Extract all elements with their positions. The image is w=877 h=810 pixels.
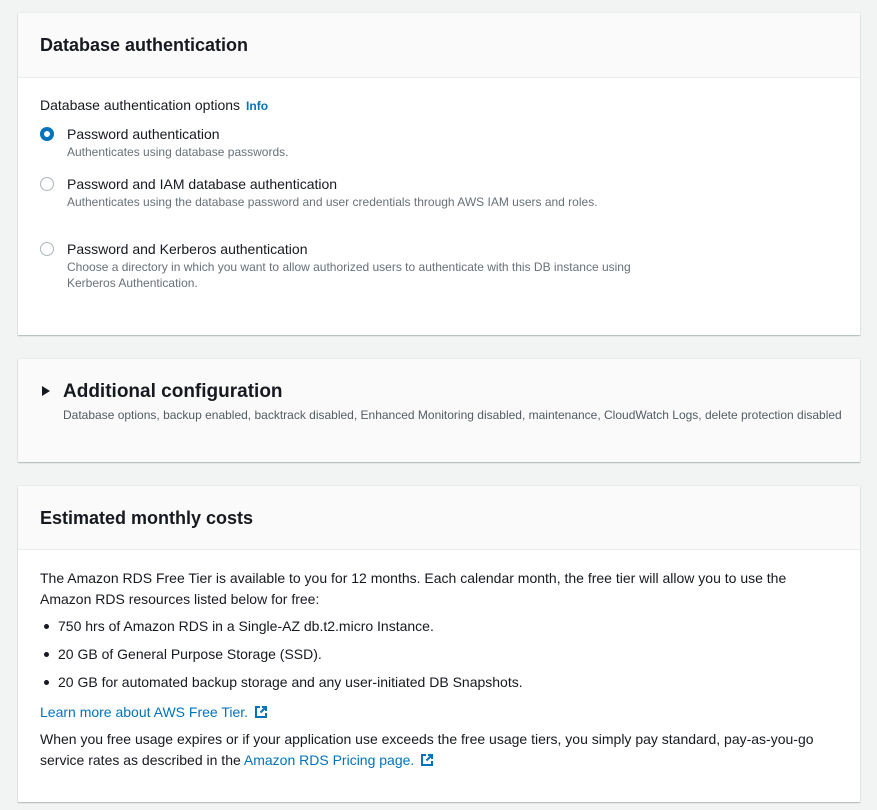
caret-right-icon[interactable] bbox=[42, 386, 50, 396]
free-tier-list bbox=[40, 617, 523, 701]
list-item: 750 hrs of Amazon RDS in a Single-AZ db.t2.micro Instance. bbox=[40, 617, 523, 645]
radio-button-selected[interactable] bbox=[40, 127, 54, 141]
panel-title: Database authentication bbox=[40, 35, 249, 55]
additional-configuration-panel bbox=[18, 359, 860, 462]
panel-header bbox=[18, 486, 860, 550]
free-tier-intro: The Amazon RDS Free Tier is available to you for 12 months. Each calendar month, the free tier will allow you to use the Amazon RDS resources listed below for free: bbox=[40, 570, 787, 607]
radio-button[interactable] bbox=[40, 242, 54, 256]
list-item: 20 GB of General Purpose Storage (SSD). bbox=[40, 645, 523, 673]
pricing-footer-text: When you free usage expires or if your application use exceeds the free usage tiers, you simply pay standard, pay-as-you-go service rates as described in the bbox=[40, 731, 814, 768]
learn-more-row bbox=[40, 702, 268, 723]
radio-button[interactable] bbox=[40, 177, 54, 191]
radio-description: Authenticates using database passwords. bbox=[67, 145, 289, 159]
panel-header bbox=[18, 13, 860, 78]
info-link[interactable]: Info bbox=[246, 99, 269, 113]
list-item: 20 GB for automated backup storage and any user-initiated DB Snapshots. bbox=[40, 673, 523, 701]
auth-options-label-text: Database authentication options bbox=[40, 97, 241, 113]
panel-title: Estimated monthly costs bbox=[40, 508, 254, 528]
expandable-section-title[interactable]: Additional configuration bbox=[63, 381, 283, 402]
radio-description: Authenticates using the database password and user credentials through AWS IAM users and roles. bbox=[67, 195, 598, 209]
estimated-monthly-costs-panel bbox=[18, 486, 860, 802]
external-link-icon[interactable] bbox=[254, 705, 268, 719]
expandable-section-header[interactable] bbox=[18, 359, 860, 462]
expandable-section-description: Database options, backup enabled, backtrack disabled, Enhanced Monitoring disabled, maintenance, CloudWatch Logs, delete protection disabled bbox=[63, 408, 842, 422]
radio-label[interactable]: Password authentication bbox=[67, 126, 220, 142]
pricing-footer bbox=[40, 729, 840, 771]
radio-label[interactable]: Password and Kerberos authentication bbox=[67, 241, 308, 257]
external-link-icon[interactable] bbox=[420, 753, 434, 767]
auth-options-label bbox=[40, 97, 268, 113]
radio-description: Choose a directory in which you want to allow authorized users to authenticate with this DB instance using Kerberos Authentication. bbox=[67, 260, 631, 290]
learn-more-free-tier-link[interactable]: Learn more about AWS Free Tier. bbox=[40, 704, 249, 720]
database-authentication-panel bbox=[18, 13, 860, 335]
radio-label[interactable]: Password and IAM database authentication bbox=[67, 176, 338, 192]
rds-pricing-link[interactable]: Amazon RDS Pricing page. bbox=[243, 752, 415, 768]
